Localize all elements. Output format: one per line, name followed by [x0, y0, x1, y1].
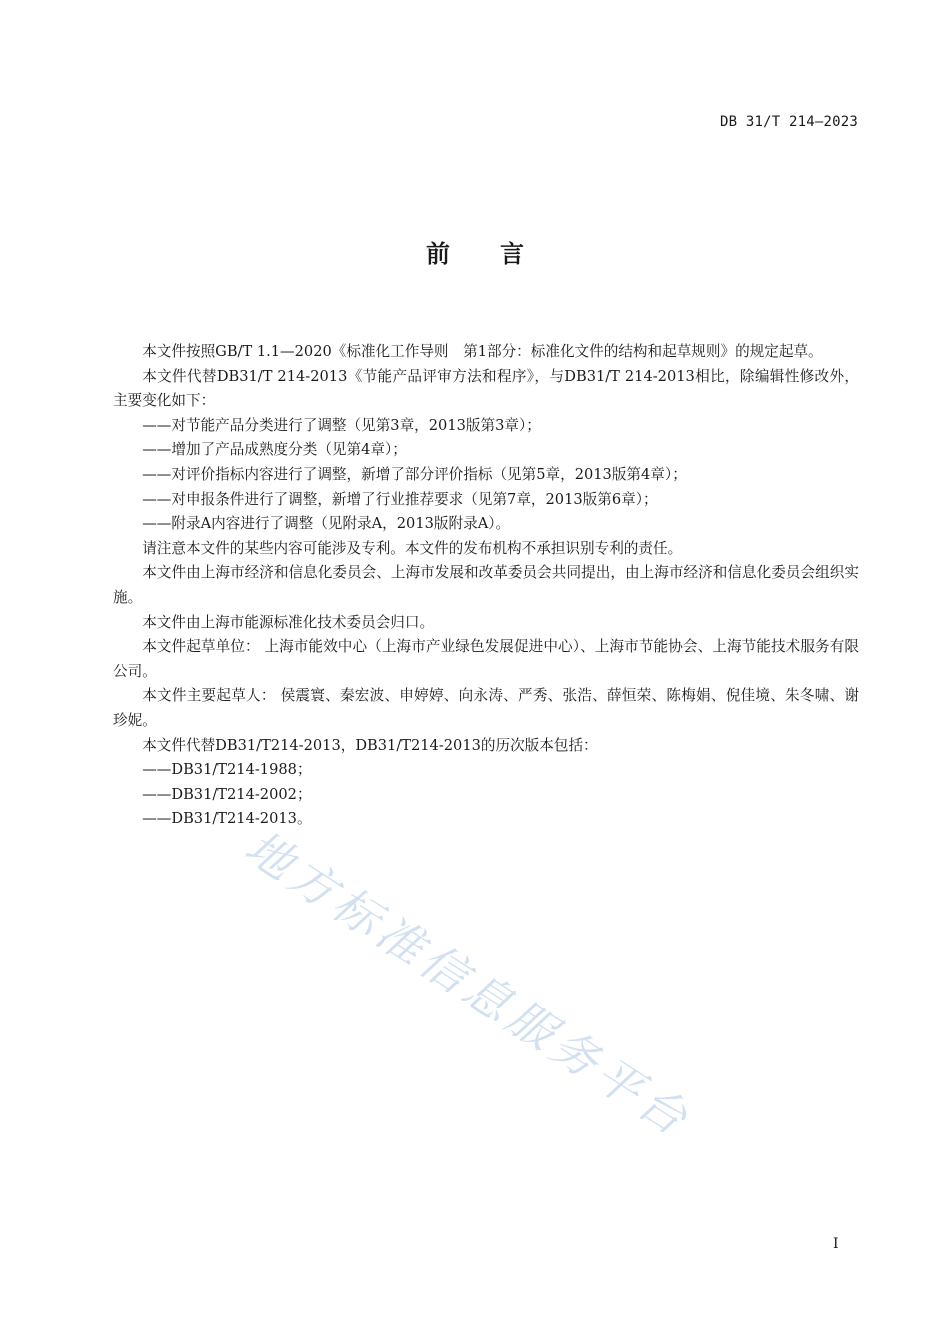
version-item: ——DB31/T214-2013。	[142, 810, 312, 828]
watermark: 地方标准信息服务平台	[235, 819, 702, 1149]
paragraph-proposer: 本文件由上海市经济和信息化委员会、上海市发展和改革委员会共同提出，由上海市经济和信息化委员会组织实施。	[113, 564, 859, 606]
paragraph-drafting-units: 本文件起草单位： 上海市能效中心（上海市产业绿色发展促进中心）、上海市节能协会、上海节能技术服务有限公司。	[113, 638, 859, 680]
paragraph-drafting-rules: 本文件按照GB/T 1.1—2020《标准化工作导则 第1部分：标准化文件的结构和起草规则》的规定起草。	[142, 343, 823, 360]
document-code: DB 31/T 214—2023	[719, 114, 858, 130]
page-number: I	[833, 1236, 839, 1252]
paragraph-patent-notice: 请注意本文件的某些内容可能涉及专利。本文件的发布机构不承担识别专利的责任。	[142, 539, 683, 557]
page-title: 前言	[426, 240, 574, 268]
paragraph-version-history: 本文件代替DB31/T214-2013，DB31/T214-2013的历次版本包括：	[142, 736, 598, 754]
change-item: ——附录A内容进行了调整（见附录A，2013版附录A）。	[142, 515, 511, 533]
change-item: ——增加了产品成熟度分类（见第4章）；	[142, 441, 407, 459]
paragraph-committee: 本文件由上海市能源标准化技术委员会归口。	[142, 613, 435, 631]
foreword-body	[113, 340, 859, 832]
change-item: ——对评价指标内容进行了调整，新增了部分评价指标（见第5章，2013版第4章）；	[142, 465, 687, 483]
paragraph-replacement: 本文件代替DB31/T 214-2013《节能产品评审方法和程序》，与DB31/T 214-2013相比，除编辑性修改外，主要变化如下：	[113, 367, 859, 410]
version-item: ——DB31/T214-1988；	[142, 761, 312, 779]
change-item: ——对节能产品分类进行了调整（见第3章，2013版第3章）；	[142, 416, 541, 434]
paragraph-drafters: 本文件主要起草人： 侯震寰、秦宏波、申婷婷、向永涛、严秀、张浩、薛恒荣、陈梅娟、倪佳境、朱冬啸、谢珍妮。	[113, 687, 859, 729]
version-item: ——DB31/T214-2002；	[142, 785, 312, 803]
change-item: ——对申报条件进行了调整，新增了行业推荐要求（见第7章，2013版第6章）；	[142, 490, 658, 508]
